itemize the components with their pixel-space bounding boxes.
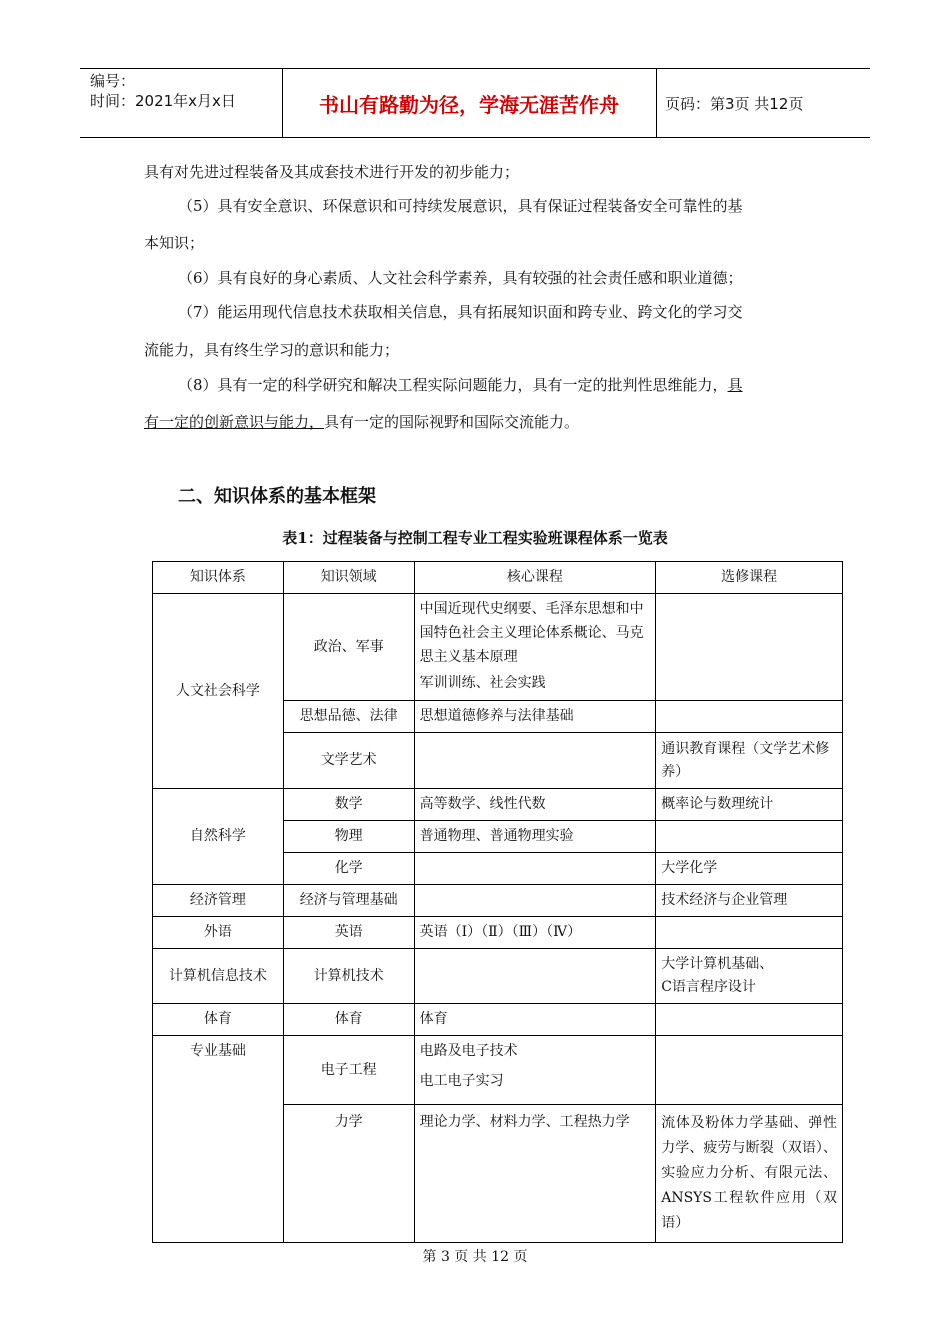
system-language: 外语 (153, 917, 284, 949)
header-motto: 书山有路勤为径，学海无涯苦作舟 (282, 69, 657, 137)
core-computer (414, 949, 656, 1004)
core-politics-line: 国特色社会主义理论体系概论、马克 (419, 625, 644, 641)
elective-economics: 技术经济与企业管理 (656, 885, 843, 917)
curriculum-table (152, 561, 843, 1243)
core-politics-line: 中国近现代史纲要、毛泽东思想和中 (419, 601, 644, 617)
paragraph-7-line-1: （7）能运用现代信息技术获取相关信息，具有拓展知识面和跨专业、跨文化的学习交 (178, 303, 743, 321)
paragraph-8-plain-1: （8）具有一定的科学研究和解决工程实际问题能力，具有一定的批判性思维能力， (178, 376, 728, 394)
elective-electronics (656, 1036, 843, 1105)
elective-computer (656, 949, 843, 1004)
paragraph-5-line-2: 本知识； (144, 234, 205, 252)
table-row (153, 949, 843, 1004)
paragraph-7-line-2: 流能力，具有终生学习的意识和能力； (144, 341, 400, 359)
paragraph-8-underline-1: 具 (727, 376, 743, 394)
number-label: 编号： (90, 72, 136, 90)
core-english: 英语（Ⅰ）（Ⅱ）（Ⅲ）（Ⅳ） (414, 917, 656, 949)
paragraph-8-plain-2: 具有一定的国际视野和国际交流能力。 (324, 413, 580, 431)
system-humanities: 人文社会科学 (153, 594, 284, 789)
elective-mechanics: 流体及粉体力学基础、弹性力学、疲劳与断裂（双语）、实验应力分析、有限元法、ANSYS工程软件应用（双语） (656, 1105, 843, 1243)
system-sports: 体育 (153, 1004, 284, 1036)
elective-english (656, 917, 843, 949)
system-computer: 计算机信息技术 (153, 949, 284, 1004)
core-electronics-line: 电工电子实习 (419, 1073, 504, 1089)
elective-ethics-law (656, 701, 843, 733)
table-row (153, 1004, 843, 1036)
core-physics: 普通物理、普通物理实验 (414, 821, 656, 853)
domain-math: 数学 (283, 789, 414, 821)
system-professional: 专业基础 (153, 1036, 284, 1243)
paragraph-8-line-1 (178, 375, 846, 395)
core-ethics-law: 思想道德修养与法律基础 (414, 701, 656, 733)
table-row (153, 789, 843, 821)
core-sports: 体育 (414, 1004, 656, 1036)
elective-literature-art: 通识教育课程（文学艺术修养） (656, 733, 843, 789)
domain-ethics-law: 思想品德、法律 (283, 701, 414, 733)
elective-physics (656, 821, 843, 853)
domain-sports: 体育 (283, 1004, 414, 1036)
time-label: 时间：2021年x月x日 (90, 92, 236, 110)
domain-mechanics: 力学 (283, 1105, 414, 1243)
table-header-row (153, 562, 843, 594)
core-mechanics: 理论力学、材料力学、工程热力学 (414, 1105, 656, 1243)
table-row (153, 885, 843, 917)
core-electronics-line: 电路及电子技术 (419, 1043, 518, 1059)
table-row (153, 594, 843, 701)
domain-chemistry: 化学 (283, 853, 414, 885)
header-knowledge-system: 知识体系 (153, 562, 284, 594)
paragraph-6: （6）具有良好的身心素质、人文社会科学素养，具有较强的社会责任感和职业道德； (178, 269, 743, 287)
paragraph-8-line-2 (144, 412, 812, 432)
page-footer: 第 3 页 共 12 页 (422, 1249, 528, 1265)
domain-electronics: 电子工程 (283, 1036, 414, 1105)
header-page-info: 页码：第3页 共12页 (665, 94, 804, 113)
core-economics (414, 885, 656, 917)
elective-chemistry: 大学化学 (656, 853, 843, 885)
section-title: 二、知识体系的基本框架 (178, 486, 376, 507)
elective-politics (656, 594, 843, 701)
system-economics: 经济管理 (153, 885, 284, 917)
core-politics-line: 思主义基本原理 (419, 649, 518, 665)
domain-literature-art: 文学艺术 (283, 733, 414, 789)
core-math: 高等数学、线性代数 (414, 789, 656, 821)
elective-sports (656, 1004, 843, 1036)
header-knowledge-domain: 知识领域 (283, 562, 414, 594)
elective-computer-line: 大学计算机基础、 (661, 956, 774, 972)
core-electronics (414, 1036, 656, 1105)
system-natural-science: 自然科学 (153, 789, 284, 885)
paragraph-5-line-1: （5）具有安全意识、环保意识和可持续发展意识，具有保证过程装备安全可靠性的基 (178, 197, 743, 215)
header-meta (80, 69, 283, 137)
header-elective-courses: 选修课程 (656, 562, 843, 594)
core-chemistry (414, 853, 656, 885)
domain-physics: 物理 (283, 821, 414, 853)
paragraph-8-underline-2: 有一定的创新意识与能力， (144, 413, 325, 431)
domain-politics: 政治、军事 (283, 594, 414, 701)
core-politics (414, 594, 656, 701)
core-politics-line: 军训训练、社会实践 (419, 675, 546, 691)
core-literature-art (414, 733, 656, 789)
table-caption: 表1：过程装备与控制工程专业工程实验班课程体系一览表 (282, 529, 668, 547)
domain-english: 英语 (283, 917, 414, 949)
elective-computer-line: C语言程序设计 (661, 979, 756, 995)
domain-economics: 经济与管理基础 (283, 885, 414, 917)
paragraph-1: 具有对先进过程装备及其成套技术进行开发的初步能力； (144, 163, 520, 181)
table-row (153, 1036, 843, 1105)
table-row (153, 917, 843, 949)
page-header (80, 68, 870, 138)
elective-math: 概率论与数理统计 (656, 789, 843, 821)
header-core-courses: 核心课程 (414, 562, 656, 594)
domain-computer: 计算机技术 (283, 949, 414, 1004)
